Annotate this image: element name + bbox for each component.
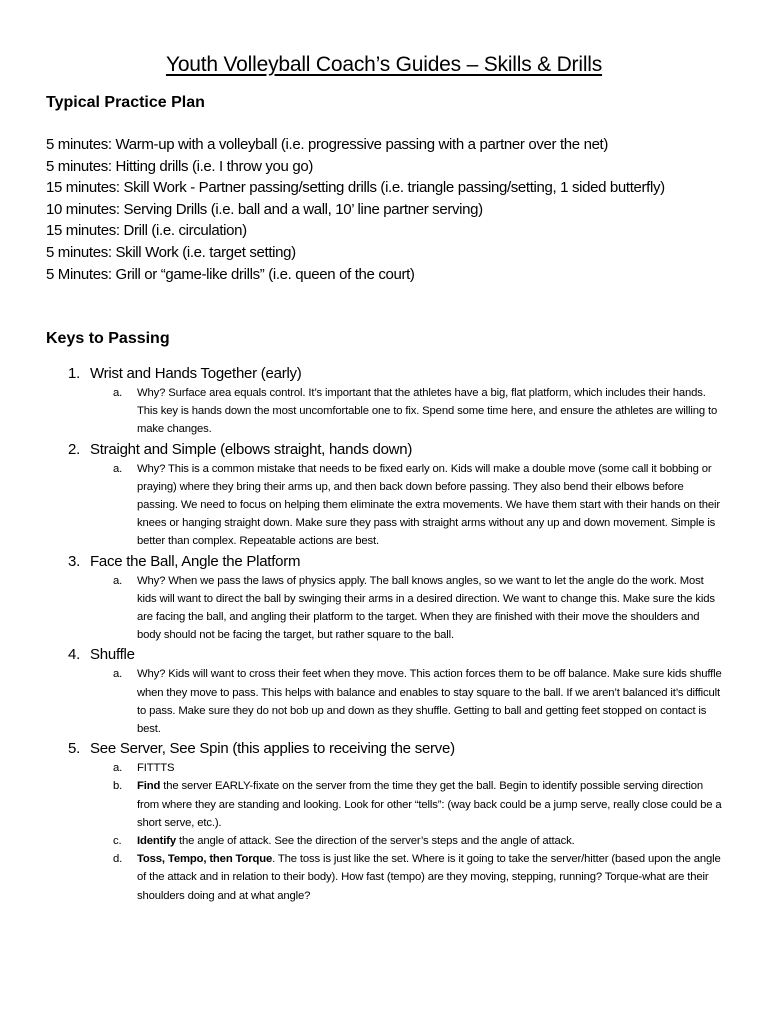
sub-item-letter: a. — [113, 387, 123, 399]
practice-plan-heading: Typical Practice Plan — [46, 94, 205, 111]
key-item — [46, 644, 726, 738]
key-number: 5. — [68, 740, 81, 758]
sub-item-text: . The toss is just like the set. Where is it going to take the server/hitter (based upon the angle of the attack and in relation to their body). How fast (tempo) are they moving, stepping, running? Torque-what are their shoulders doing and at what angle? — [137, 853, 721, 902]
practice-plan-item: 10 minutes: Serving Drills (i.e. ball and a wall, 10’ line partner serving) — [46, 200, 483, 218]
key-sub-item — [46, 832, 726, 850]
sub-item-text: the angle of attack. See the direction of the server’s steps and the angle of attack. — [175, 835, 575, 848]
key-number: 4. — [68, 646, 81, 664]
key-heading — [46, 439, 726, 460]
key-heading — [46, 644, 726, 665]
key-number: 2. — [68, 440, 81, 458]
sub-item-letter: a. — [113, 668, 123, 681]
key-heading — [46, 551, 726, 572]
key-sub-item — [46, 572, 726, 645]
keys-to-passing-list — [46, 363, 726, 905]
key-sub-list — [46, 572, 726, 645]
key-title: Shuffle — [90, 646, 135, 664]
sub-item-text: the server EARLY-fixate on the server from the time they get the ball. Begin to identify possible serving direction from where they are standing and looking. Look for other “tells”: (way back could be a jump serve, really close could be a short serve, etc.). — [137, 780, 722, 829]
key-sub-item — [46, 850, 726, 905]
key-sub-list — [46, 384, 726, 439]
sub-item-bold-term: Toss, Tempo, then Torque — [137, 853, 273, 866]
sub-item-letter: a. — [113, 574, 123, 587]
key-sub-item — [46, 777, 726, 832]
practice-plan-item: 15 minutes: Skill Work - Partner passing/setting drills (i.e. triangle passing/setting, 1 sided butterfly) — [46, 179, 665, 197]
key-title: See Server, See Spin (this applies to receiving the serve) — [90, 740, 455, 758]
key-sub-item — [46, 665, 726, 738]
key-title: Face the Ball, Angle the Platform — [90, 552, 301, 570]
key-number: 3. — [68, 552, 81, 570]
key-item — [46, 439, 726, 551]
sub-item-text: Why? When we pass the laws of physics apply. The ball knows angles, so we want to let the angle do the work. Most kids will want to direct the ball by swinging their arms in a desired direction. We want to change this. Make sure the kids are facing the ball, and angling their platform to the target. When they are finished with their move the shoulders and body should not be facing the target, but rather square to the ball. — [137, 574, 715, 642]
key-item — [46, 738, 726, 905]
key-sub-item — [46, 460, 726, 551]
practice-plan-item: 5 minutes: Skill Work (i.e. target setting) — [46, 243, 296, 261]
key-title: Straight and Simple (elbows straight, hands down) — [90, 440, 413, 458]
key-item — [46, 363, 726, 439]
sub-item-bold-term: Find — [137, 780, 161, 793]
sub-item-letter: a. — [113, 762, 123, 775]
key-sub-list — [46, 665, 726, 738]
sub-item-letter: c. — [113, 835, 122, 848]
sub-item-text: Why? Kids will want to cross their feet when they move. This action forces them to be off balance. Make sure kids shuffle when they move to pass. This helps with balance and enables to stay square to the ball. If we aren’t balanced it’s difficult to pass. Make sure they do not bob up and down as they shuffle. Getting to ball and getting feet stopped on contact is best. — [137, 668, 722, 736]
key-sub-list — [46, 759, 726, 905]
key-heading — [46, 363, 726, 384]
sub-item-text: FITTTS — [137, 762, 175, 775]
document-title: Youth Volleyball Coach’s Guides – Skills & Drills — [165, 53, 603, 76]
sub-item-letter: b. — [113, 780, 123, 793]
key-item — [46, 551, 726, 645]
sub-item-bold-term: Identify — [137, 835, 176, 848]
key-title: Wrist and Hands Together (early) — [90, 365, 302, 382]
keys-to-passing-heading: Keys to Passing — [46, 330, 170, 347]
practice-plan-item: 5 minutes: Warm-up with a volleyball (i.e. progressive passing with a partner over the net) — [46, 136, 609, 153]
key-sub-item — [46, 384, 726, 439]
key-sub-item — [46, 759, 726, 777]
practice-plan-list — [46, 134, 726, 285]
practice-plan-item: 15 minutes: Drill (i.e. circulation) — [46, 222, 247, 240]
sub-item-text: Why? Surface area equals control. It’s important that the athletes have a big, flat platform, which includes their hands. This key is hands down the most uncomfortable one to fix. Spend some time here, and ensure the athletes are willing to make changes. — [137, 387, 718, 436]
key-number: 1. — [68, 365, 81, 382]
practice-plan-item: 5 Minutes: Grill or “game-like drills” (i.e. queen of the court) — [46, 265, 415, 283]
practice-plan-item: 5 minutes: Hitting drills (i.e. I throw you go) — [46, 157, 313, 175]
key-sub-list — [46, 460, 726, 551]
sub-item-letter: d. — [113, 853, 123, 866]
sub-item-text: Why? This is a common mistake that needs to be fixed early on. Kids will make a double move (some call it bobbing or praying) where they bring their arms up, and then back down before passing. They also bend their elbows before passing. We need to focus on helping them eliminate the extra movements. We have them start with their hands on their knees or hanging straight down. Make sure they pass with straight arms without any up and down movement. Simple is better than complex. Repeatable actions are best. — [137, 462, 720, 548]
key-heading — [46, 738, 726, 759]
sub-item-letter: a. — [113, 462, 123, 475]
